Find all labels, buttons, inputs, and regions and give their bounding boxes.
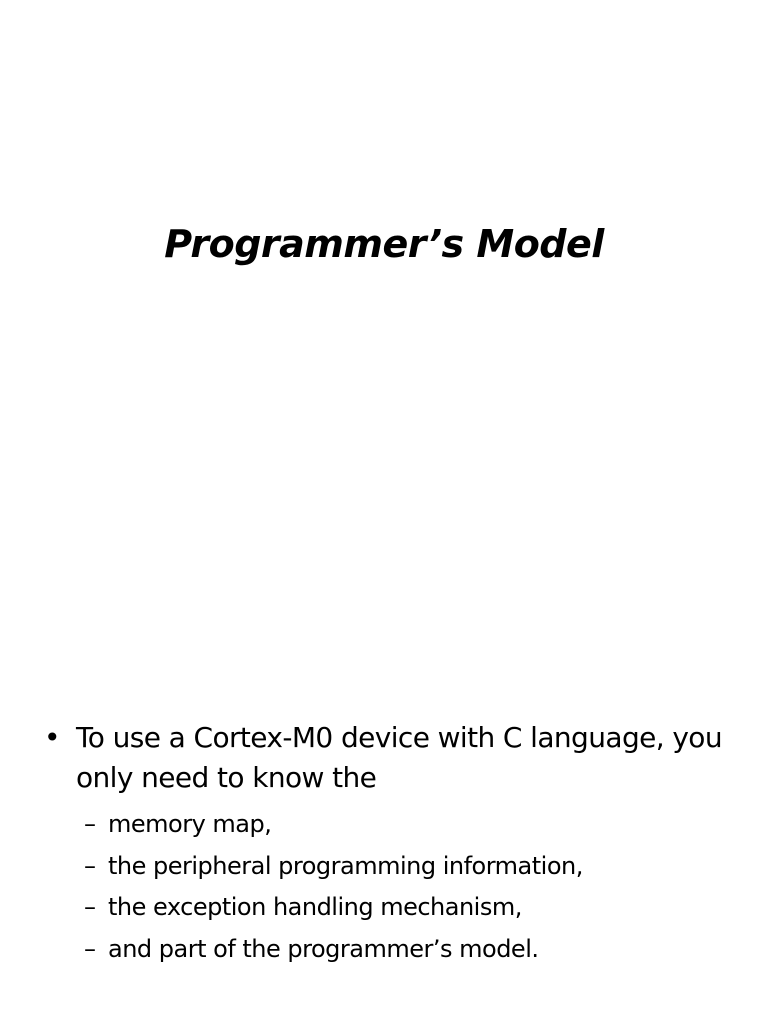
sub-bullet-text: the peripheral programming information,: [108, 851, 583, 880]
sub-bullet-list: [44, 804, 734, 970]
bullet-list: [44, 718, 734, 970]
bullet-text: To use a Cortex-M0 device with C language, you only need to know the: [76, 721, 722, 794]
bullet-item: [44, 718, 734, 798]
sub-bullet-text: the exception handling mechanism,: [108, 893, 522, 921]
sub-bullet-item: [44, 846, 734, 888]
sub-bullet-item: [44, 804, 734, 846]
bullet-dot-icon: •: [44, 721, 60, 754]
dash-icon: –: [84, 851, 96, 880]
sub-bullet-text: and part of the programmer’s model.: [108, 934, 539, 963]
sub-bullet-text: memory map,: [108, 810, 272, 838]
slide-title: Programmer’s Model: [164, 222, 604, 266]
sub-bullet-item: [44, 929, 734, 971]
dash-icon: –: [84, 893, 96, 921]
dash-icon: –: [84, 934, 96, 963]
dash-icon: –: [84, 810, 96, 838]
sub-bullet-item: [44, 887, 734, 929]
